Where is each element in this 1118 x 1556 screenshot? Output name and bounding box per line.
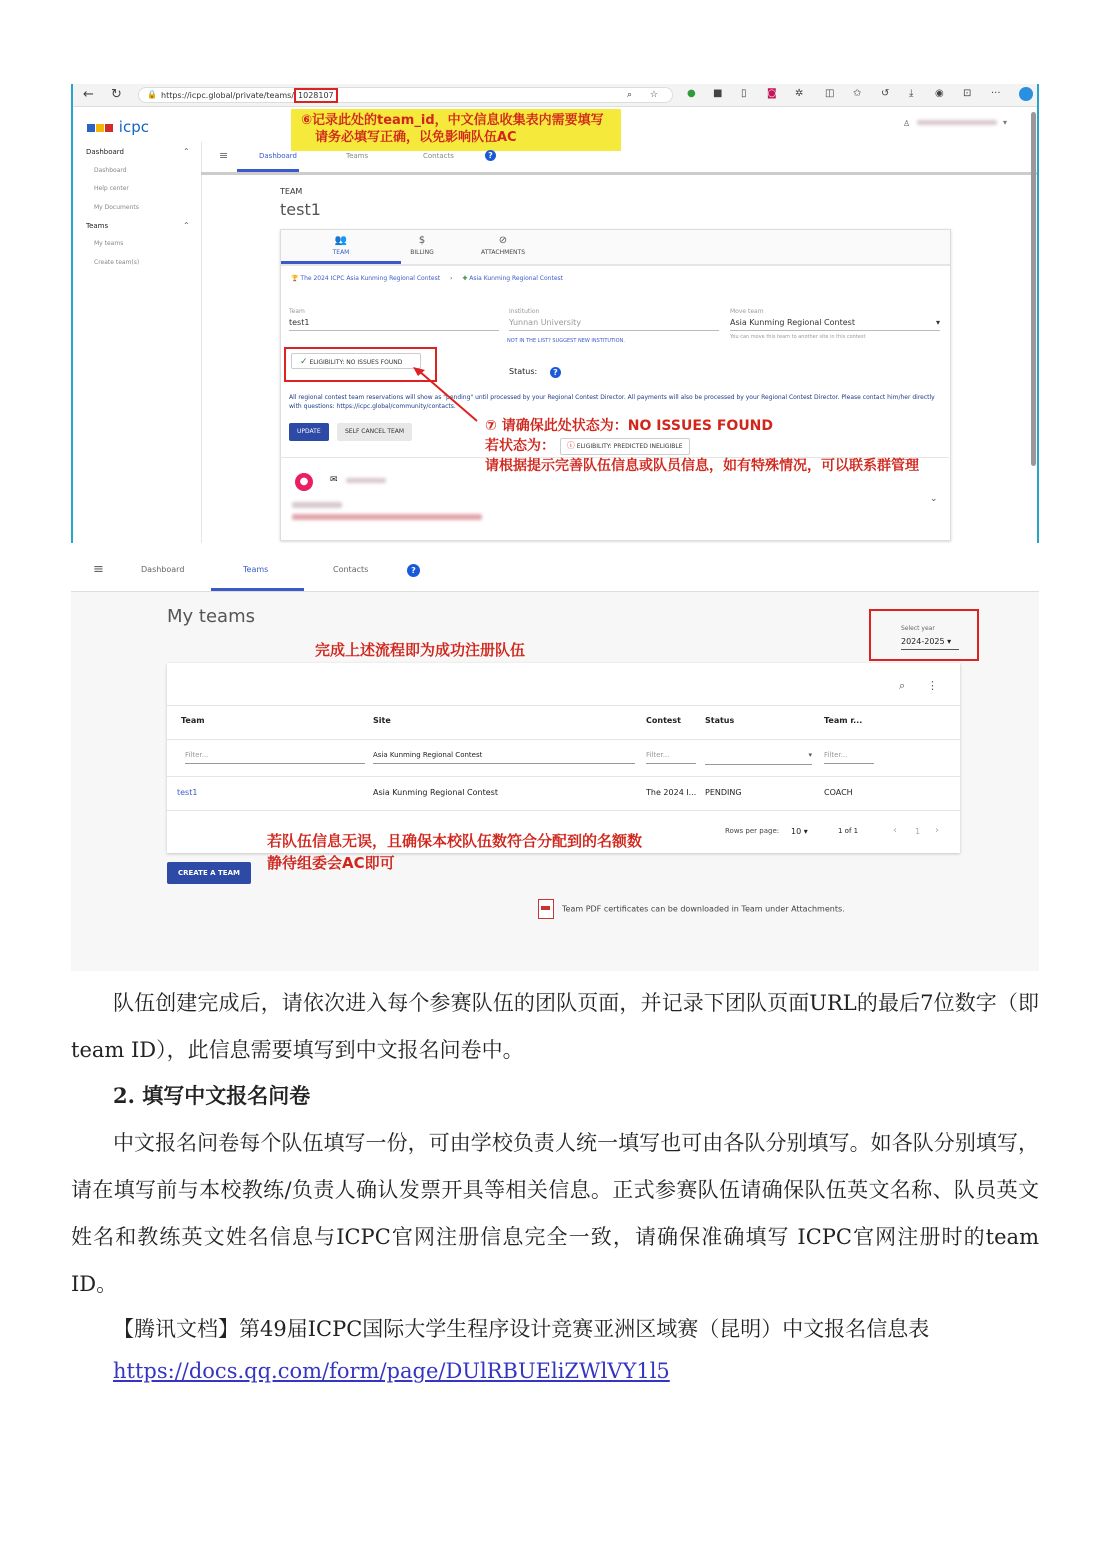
browser-toolbar (73, 84, 1037, 107)
annotation-line: ⑦ 请确保此处状态为：NO ISSUES FOUND (485, 418, 774, 434)
screenshot-team-page (71, 84, 1039, 543)
help-icon[interactable]: ? (550, 367, 561, 378)
chevron-up-icon[interactable]: ⌃ (183, 147, 190, 156)
paragraph-tencent-doc: 【腾讯文档】第49届ICPC国际大学生程序设计竞赛亚洲区域赛（昆明）中文报名信息表 (113, 1317, 930, 1341)
lock-icon: 🔒 (147, 90, 157, 99)
error-icon: ⓘ (566, 440, 575, 450)
active-tab-indicator (237, 169, 299, 172)
tab-dashboard[interactable]: Dashboard (259, 152, 297, 160)
tab-contacts[interactable]: Contacts (423, 152, 454, 160)
chevron-left-icon[interactable]: ‹ (893, 825, 897, 836)
tab-billing[interactable] (392, 233, 452, 256)
chevron-up-icon[interactable]: ⌃ (183, 221, 190, 230)
email-blurred (346, 478, 386, 483)
move-team-hint: You can move this team to another site in this contest (730, 334, 866, 340)
user-icon: ♙ (903, 119, 911, 128)
ineligible-chip-text: ELIGIBILITY: PREDICTED INELIGIBLE (576, 442, 683, 450)
filter-input[interactable]: Asia Kunming Regional Contest (373, 751, 635, 764)
annotation-wait-ac (267, 830, 642, 874)
divider (167, 739, 960, 740)
username-blurred (917, 120, 997, 125)
sidebar (73, 142, 202, 543)
logo-text: icpc (118, 118, 149, 136)
active-tab-indicator (281, 261, 401, 264)
team-section-label: TEAM (280, 187, 303, 196)
tab-contacts[interactable]: Contacts (333, 565, 369, 574)
tab-team-label: TEAM (332, 249, 350, 256)
tab-attachments[interactable] (473, 233, 533, 256)
chevron-down-icon: ▾ (947, 637, 952, 646)
menu-icon[interactable]: ≡ (219, 149, 229, 162)
tab-teams[interactable]: Teams (346, 152, 369, 160)
mail-icon[interactable]: ✉ (330, 475, 338, 485)
annotation-line: 若状态为： (485, 438, 555, 454)
suggest-institution-link[interactable]: NOT IN THE LIST? SUGGEST NEW INSTITUTION. (507, 338, 625, 344)
sidebar-section-teams[interactable]: Teams (86, 222, 109, 230)
table-cell: The 2024 I... (646, 788, 697, 797)
breadcrumb-site[interactable]: Asia Kunming Regional Contest (469, 275, 563, 282)
top-nav (201, 142, 1039, 175)
address-bar[interactable] (138, 87, 673, 103)
bookmark-icon[interactable]: ▯ (741, 88, 747, 99)
annotation-line: 若队伍信息无误，且确保本校队伍数符合分配到的名额数 (267, 832, 643, 850)
chevron-down-icon: ▾ (808, 751, 812, 759)
scrollbar[interactable] (1031, 112, 1036, 466)
select-year-label: Select year (901, 625, 935, 632)
status-label: Status: (509, 367, 538, 376)
extension-icon[interactable]: ● (687, 88, 696, 99)
tab-billing-label: BILLING (410, 249, 434, 256)
sidebar-item-help-center[interactable]: Help center (94, 185, 129, 192)
annotation-line: 请务必填写正确，以免影响队伍AC (315, 130, 517, 145)
status-filter-select[interactable] (705, 751, 812, 765)
more-icon[interactable]: ··· (991, 88, 1001, 99)
chevron-down-icon: ▾ (1003, 118, 1008, 127)
favorites-icon[interactable]: ✩ (853, 88, 862, 99)
dollar-icon: $ (418, 235, 426, 246)
sidebar-item-my-documents[interactable]: My Documents (94, 204, 139, 211)
icpc-logo[interactable] (87, 118, 149, 136)
filter-input[interactable]: Filter... (185, 751, 365, 764)
search-icon[interactable]: ⌕ (626, 90, 632, 100)
column-header[interactable]: Status (705, 716, 735, 725)
top-nav (71, 553, 1039, 592)
table-cell: Asia Kunming Regional Contest (373, 788, 498, 797)
trophy-icon: 🏆 (291, 275, 299, 282)
sidebar-section-dashboard[interactable]: Dashboard (86, 148, 124, 156)
create-team-button[interactable]: CREATE A TEAM (167, 862, 251, 884)
team-link[interactable]: test1 (177, 788, 198, 797)
institution-input[interactable]: Yunnan University (509, 318, 719, 331)
paragraph-team-id: 队伍创建完成后，请依次进入每个参赛队伍的团队页面，并记录下团队页面URL的最后7位数字（即team ID），此信息需要填写到中文报名问卷中。 (71, 991, 1039, 1062)
year-select[interactable] (901, 637, 959, 650)
breadcrumb-contest[interactable]: The 2024 ICPC Asia Kunming Regional Contest (300, 275, 441, 282)
sidebar-item-dashboard[interactable]: Dashboard (94, 167, 127, 174)
ineligible-chip (560, 438, 690, 455)
questionnaire-link[interactable]: https://docs.qq.com/form/page/DUlRBUEliZWlVY1l5 (113, 1359, 670, 1383)
check-icon: ✓ (300, 357, 308, 367)
filter-input[interactable]: Filter... (824, 751, 874, 764)
column-header[interactable]: Site (373, 716, 391, 725)
annotation-line: 请根据提示完善队伍信息或队员信息，如有特殊情况，可以联系群管理 (485, 458, 919, 474)
annotation-line: 完成上述流程即为成功注册队伍 (315, 641, 526, 659)
back-icon[interactable]: ← (83, 87, 94, 102)
move-team-select[interactable] (730, 318, 940, 331)
pdf-icon (538, 899, 554, 919)
puzzle-icon: ✚ (462, 275, 468, 282)
people-icon: 👥 (334, 235, 348, 246)
move-team-label: Move team (730, 308, 764, 315)
pdf-note (538, 899, 845, 919)
detail-blurred (292, 514, 482, 520)
history-icon[interactable]: ↺ (881, 88, 890, 99)
page-number[interactable]: 1 (915, 827, 921, 836)
annotation-line: ⑥记录此处的team_id，中文信息收集表内需要填写 (301, 113, 604, 128)
teams-table (167, 663, 960, 853)
tab-teams[interactable]: Teams (243, 565, 269, 574)
chevron-right-icon: › (449, 275, 453, 282)
help-icon[interactable]: ? (407, 564, 420, 577)
split-screen-icon[interactable]: ◫ (825, 88, 835, 99)
annotation-eligibility (485, 416, 919, 476)
tab-attachments-label: ATTACHMENTS (480, 249, 526, 256)
team-title: test1 (280, 200, 321, 219)
copilot-icon[interactable] (1019, 87, 1033, 101)
url-team-id: 1028107 (294, 88, 338, 103)
year-select-highlight (869, 609, 979, 661)
annotation-arrow (413, 367, 483, 427)
column-header[interactable]: Team r... (824, 716, 863, 725)
extension-icon[interactable]: ✲ (795, 88, 804, 99)
screenshot-my-teams (71, 553, 1039, 971)
page-info: 1 of 1 (838, 827, 859, 835)
sidebar-item-my-teams[interactable]: My teams (94, 240, 124, 247)
extension-icon[interactable]: ◉ (935, 88, 944, 99)
chevron-down-icon: ▾ (803, 827, 808, 836)
table-cell: PENDING (705, 788, 742, 797)
table-cell: COACH (824, 788, 853, 797)
extension-icon[interactable]: ◙ (767, 88, 777, 99)
help-icon[interactable]: ? (485, 150, 496, 161)
self-cancel-button[interactable]: SELF CANCEL TEAM (337, 423, 412, 441)
avatar: ● (295, 473, 313, 491)
pdf-note-text: Team PDF certificates can be downloaded in Team under Attachments. (562, 904, 845, 914)
annotation-line: 静待组委会AC即可 (267, 854, 395, 872)
divider (167, 810, 960, 811)
sidebar-item-create-teams[interactable]: Create team(s) (94, 259, 140, 266)
reload-icon[interactable]: ↻ (111, 87, 122, 102)
download-icon[interactable]: ⤓ (909, 88, 914, 99)
url-prefix: https://icpc.global/private/teams/ (161, 91, 295, 100)
menu-icon[interactable]: ≡ (93, 562, 104, 577)
update-button[interactable]: UPDATE (289, 423, 329, 441)
extension-icon[interactable]: ■ (713, 88, 723, 99)
tab-dashboard[interactable]: Dashboard (141, 565, 185, 574)
name-blurred (292, 502, 342, 508)
chevron-down-icon[interactable]: ⌄ (930, 494, 938, 504)
search-icon[interactable]: ⌕ (899, 679, 906, 692)
move-team-value: Asia Kunming Regional Contest (730, 318, 855, 327)
column-header[interactable]: Team (181, 716, 205, 725)
chevron-right-icon[interactable]: › (935, 825, 939, 836)
active-tab-indicator (211, 588, 304, 591)
team-field-input[interactable]: test1 (289, 318, 499, 331)
more-vert-icon[interactable]: ⋮ (927, 679, 938, 692)
filter-input[interactable]: Filter... (646, 751, 696, 764)
star-icon[interactable]: ☆ (649, 90, 658, 100)
rows-per-page-select[interactable] (791, 827, 808, 836)
card-tabs (281, 230, 950, 266)
tab-team[interactable] (311, 233, 371, 256)
team-field-label: Team (289, 308, 305, 315)
divider (167, 705, 960, 706)
attachment-icon: ⊘ (498, 235, 508, 246)
user-menu[interactable] (903, 119, 1013, 127)
institution-label: Institution (509, 308, 540, 315)
section-heading: 2. 填写中文报名问卷 (113, 1083, 311, 1108)
column-header[interactable]: Contest (646, 716, 681, 725)
rows-per-page-label: Rows per page: (725, 827, 780, 835)
screenshot-icon[interactable]: ⊡ (963, 88, 972, 99)
chevron-down-icon: ▾ (935, 318, 940, 327)
regional-info-text: All regional contest team reservations will show as "pending" until processed by your Regional Contest Director. All payments will also be processed by your Regional Contest Director. Please contact him/her directly with questions: https://icpc.global/community/contacts. (289, 394, 935, 410)
paragraph-questionnaire: 中文报名问卷每个队伍填写一份，可由学校负责人统一填写也可由各队分别填写。如各队分别填写，请在填写前与本校教练/负责人确认发票开具等相关信息。正式参赛队伍请确保队伍英文名称、队员英文姓名和教练英文姓名信息与ICPC官网注册信息完全一致，请确保准确填写 ICPC官网注册时的team ID。 (71, 1131, 1039, 1296)
page-title: My teams (167, 606, 255, 627)
eligibility-text: ELIGIBILITY: NO ISSUES FOUND (309, 359, 403, 366)
rows-per-page-value: 10 (791, 827, 802, 836)
contest-breadcrumb (291, 275, 563, 282)
divider (167, 776, 960, 777)
year-select-value: 2024-2025 (901, 637, 945, 646)
